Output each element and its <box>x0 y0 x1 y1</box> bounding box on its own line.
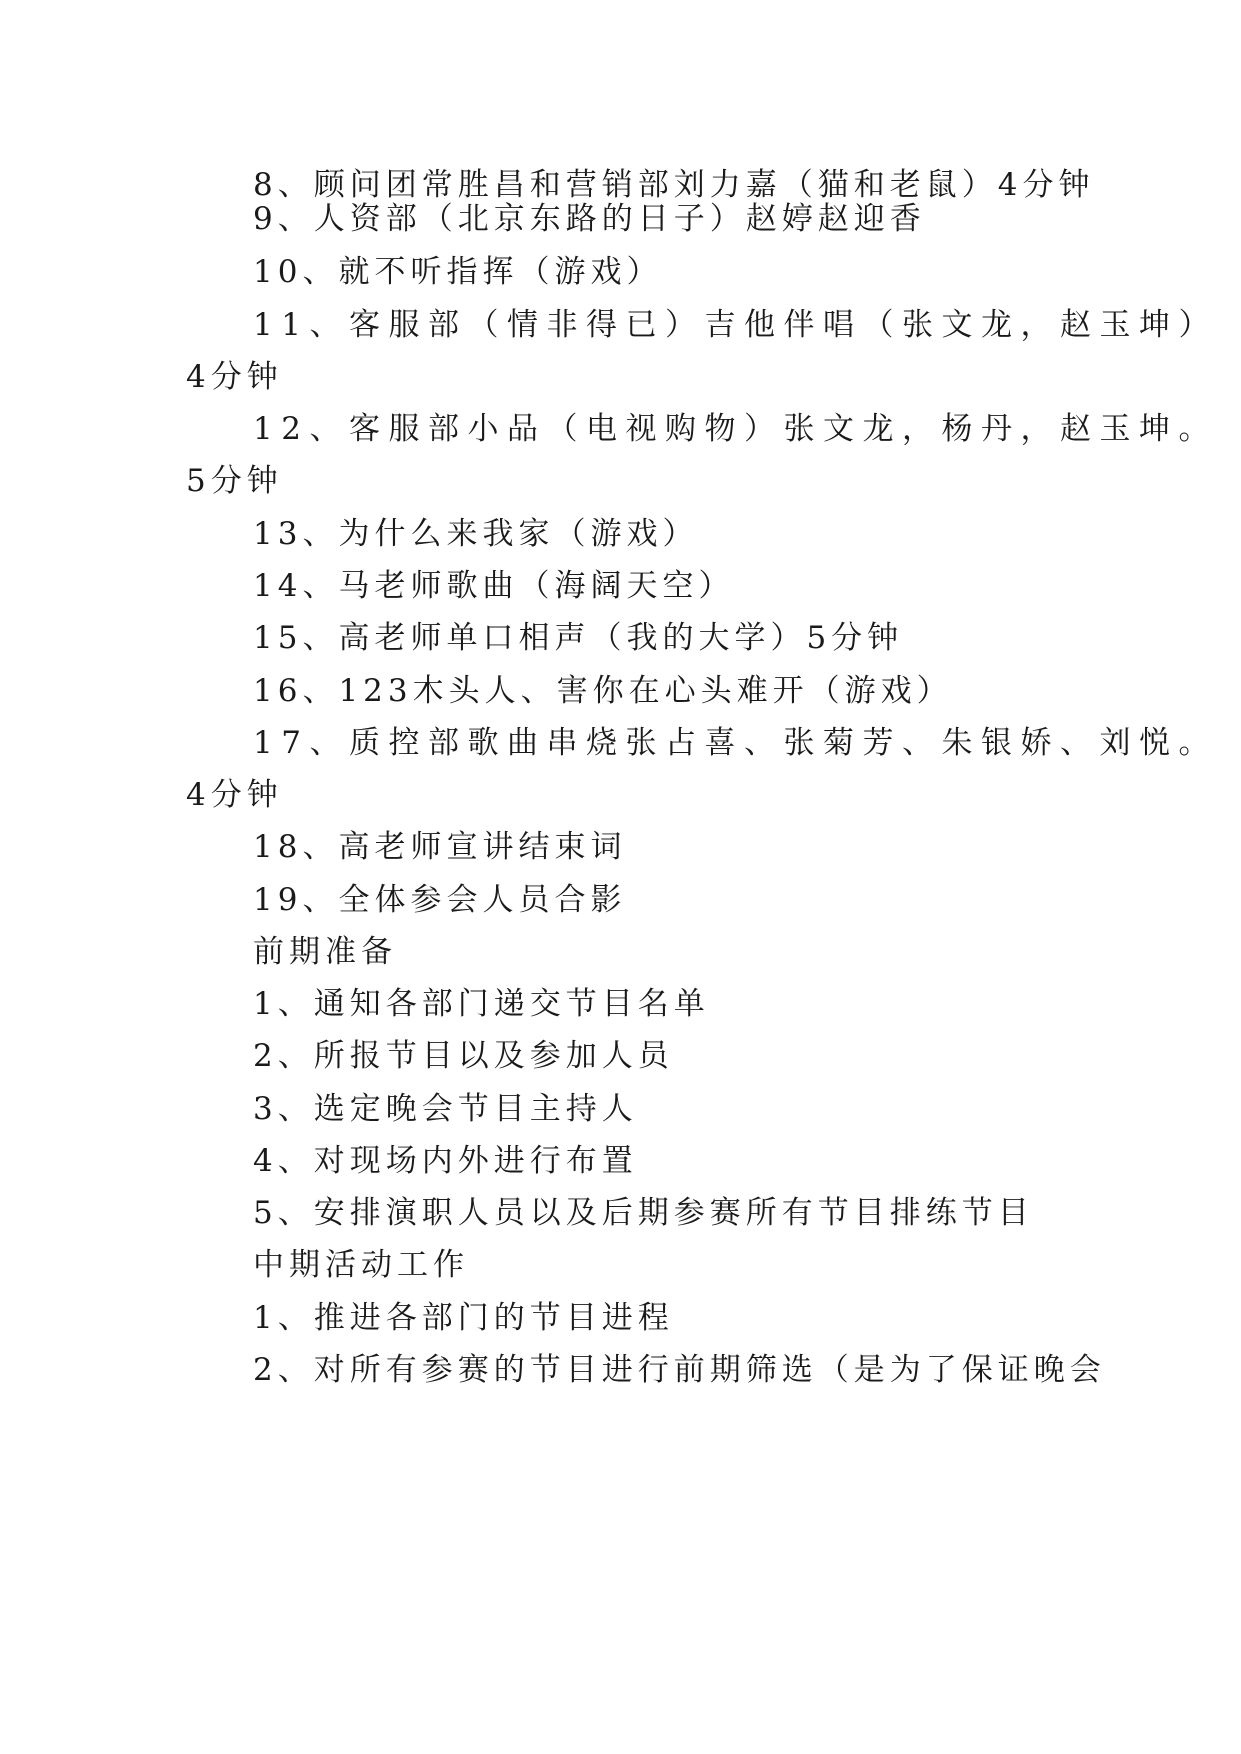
program-item-15: 15、高老师单口相声（我的大学）5分钟 <box>253 620 904 656</box>
program-item-9: 9、人资部（北京东路的日子）赵婷赵迎香 <box>253 201 926 237</box>
section-heading-midterm: 中期活动工作 <box>253 1247 469 1283</box>
program-item-17-duration: 4分钟 <box>186 777 283 813</box>
program-item-18: 18、高老师宣讲结束词 <box>253 829 627 865</box>
program-item-14: 14、马老师歌曲（海阔天空） <box>253 568 735 604</box>
program-item-12: 12、客服部小品（电视购物）张文龙，杨丹，赵玉坤。 <box>253 411 1218 447</box>
program-item-10: 10、就不听指挥（游戏） <box>253 254 663 290</box>
preparation-item-1: 1、通知各部门递交节目名单 <box>253 986 710 1022</box>
program-item-16: 16、123木头人、害你在心头难开（游戏） <box>253 673 953 709</box>
section-heading-preparation: 前期准备 <box>253 934 397 970</box>
preparation-item-4: 4、对现场内外进行布置 <box>253 1143 638 1179</box>
preparation-item-5: 5、安排演职人员以及后期参赛所有节目排练节目 <box>253 1195 1034 1231</box>
program-item-8: 8、顾问团常胜昌和营销部刘力嘉（猫和老鼠）4分钟 <box>253 167 1095 203</box>
preparation-item-3: 3、选定晚会节目主持人 <box>253 1091 638 1127</box>
midterm-item-1: 1、推进各部门的节目进程 <box>253 1300 674 1336</box>
midterm-item-2: 2、对所有参赛的节目进行前期筛选（是为了保证晚会 <box>253 1352 1106 1388</box>
program-item-17: 17、质控部歌曲串烧张占喜、张菊芳、朱银娇、刘悦。 <box>253 725 1218 761</box>
program-item-12-duration: 5分钟 <box>186 463 283 499</box>
program-item-11: 11、客服部（情非得已）吉他伴唱（张文龙，赵玉坤） <box>253 307 1218 343</box>
program-item-13: 13、为什么来我家（游戏） <box>253 516 699 552</box>
preparation-item-2: 2、所报节目以及参加人员 <box>253 1038 674 1074</box>
program-item-11-duration: 4分钟 <box>186 359 283 395</box>
program-item-19: 19、全体参会人员合影 <box>253 882 627 918</box>
